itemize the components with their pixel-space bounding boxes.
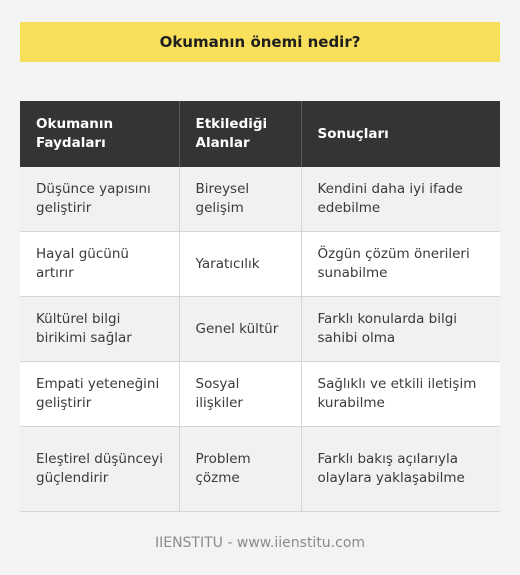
table-cell: Genel kültür <box>179 297 301 362</box>
column-header-areas: Etkilediği Alanlar <box>179 101 301 167</box>
table-cell: Kültürel bilgi birikimi sağlar <box>20 297 179 362</box>
table-row <box>20 232 500 297</box>
table-row <box>20 427 500 512</box>
column-header-benefits: Okumanın Faydaları <box>20 101 179 167</box>
table-header-row <box>20 101 500 167</box>
table-cell: Problem çözme <box>179 427 301 512</box>
page-title: Okumanın önemi nedir? <box>20 22 500 62</box>
table-cell: Farklı konularda bilgi sahibi olma <box>301 297 500 362</box>
table-cell: Sağlıklı ve etkili iletişim kurabilme <box>301 362 500 427</box>
table-cell: Sosyal ilişkiler <box>179 362 301 427</box>
table-cell: Kendini daha iyi ifade edebilme <box>301 167 500 232</box>
reading-benefits-table <box>20 101 500 512</box>
table-cell: Yaratıcılık <box>179 232 301 297</box>
table-cell: Düşünce yapısını geliştirir <box>20 167 179 232</box>
table-cell: Hayal gücünü artırır <box>20 232 179 297</box>
table-row <box>20 362 500 427</box>
column-header-results: Sonuçları <box>301 101 500 167</box>
table-cell: Eleştirel düşünceyi güçlendirir <box>20 427 179 512</box>
footer-credit: IIENSTITU - www.iienstitu.com <box>154 535 366 551</box>
table-cell: Bireysel gelişim <box>179 167 301 232</box>
table-cell: Empati yeteneğini geliştirir <box>20 362 179 427</box>
table-cell: Özgün çözüm önerileri sunabilme <box>301 232 500 297</box>
table-row <box>20 297 500 362</box>
table-row <box>20 167 500 232</box>
table-cell: Farklı bakış açılarıyla olaylara yaklaşabilme <box>301 427 500 512</box>
